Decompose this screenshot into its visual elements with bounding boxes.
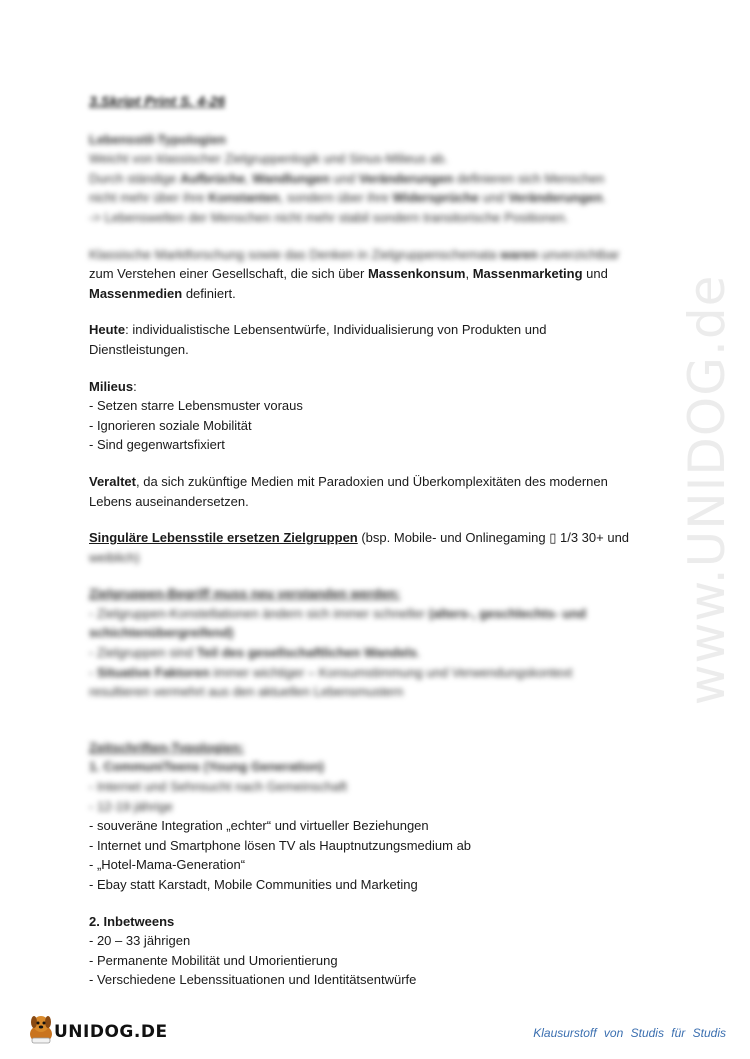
list-item: resultieren vermehrt aus den aktuellen Lebensmustern — [89, 684, 404, 700]
list-item: - Zielgruppen-Konstellationen ändern sich immer schneller (alters-, geschlechts- und — [89, 605, 587, 621]
text-line: Dienstleistungen. — [89, 341, 189, 357]
footer-tagline: Klausurstoff von Studis für Studis — [533, 1026, 726, 1040]
list-item: - Permanente Mobilität und Umorientierung — [89, 952, 338, 968]
list-item: - 12-19 jährige — [89, 798, 173, 814]
list-item: - Situative Faktoren immer wichtiger – Konsumstimmung und Verwendungskontext — [89, 664, 573, 680]
section-singulaer — [89, 528, 657, 567]
subheading: 1. CommuniTeens (Young Generation) — [89, 759, 324, 775]
label-milieus: Milieus — [89, 378, 134, 394]
text-line: Klassische Marktforschung sowie das Denken in Zielgruppenschemata waren unverzichtbar — [89, 246, 620, 262]
list-item: - 20 – 33 jährigen — [89, 933, 191, 949]
list-item: - souveräne Integration „echter“ und virtueller Beziehungen — [89, 818, 429, 834]
list-item: - Zielgruppen sind Teil des gesellschaftlichen Wandels. — [89, 645, 421, 661]
text-line: zum Verstehen einer Gesellschaft, die sich über Massenkonsum, Massenmarketing und — [89, 266, 608, 282]
watermark — [672, 250, 742, 730]
section-heading: Zeitschriften-Typologien: — [89, 739, 245, 755]
subheading: 2. Inbetweens — [89, 913, 175, 929]
list-item: - Ebay statt Karstadt, Mobile Communities und Marketing — [89, 877, 418, 892]
section-heute — [89, 320, 657, 359]
text-line: Weicht von klassischer Zielgruppenlogik und Sinus-Milieus ab. — [89, 151, 448, 167]
text-line: Singuläre Lebensstile ersetzen Zielgruppen (bsp. Mobile- und Onlinegaming ▯ 1/3 30+ und — [89, 530, 630, 546]
section-zielgruppen — [89, 584, 657, 702]
text-line: Veraltet, da sich zukünftige Medien mit Paradoxien und Überkomplexitäten des modernen — [89, 473, 608, 489]
list-item: schichtenübergreifend) — [89, 625, 234, 641]
label-veraltet: Veraltet — [89, 473, 136, 489]
dog-mascot-icon — [24, 1012, 58, 1046]
list-item: - Internet und Sehnsucht nach Gemeinschaft — [89, 779, 347, 795]
label-heute: Heute — [89, 322, 126, 338]
section-lebensstil — [89, 130, 657, 228]
logo-text: UNIDOG.DE — [54, 1022, 168, 1042]
list-item: - Setzen starre Lebensmuster voraus — [89, 398, 303, 414]
unidog-logo — [24, 1012, 168, 1048]
text-line: Milieus: — [89, 378, 137, 394]
text-line: Durch ständige Aufbrüche, Wandlungen und Veränderungen definieren sich Menschen — [89, 170, 605, 186]
text-line: -> Lebenswelten der Menschen nicht mehr stabil sondern transitorische Positionen. — [89, 209, 569, 225]
text-line: Lebens auseinandersetzen. — [89, 493, 249, 509]
text-line: weiblich) — [89, 549, 140, 565]
section-veraltet — [89, 472, 657, 511]
list-item: - „Hotel-Mama-Generation“ — [89, 857, 246, 873]
section-heading: Lebensstil-Typologien — [89, 131, 226, 147]
section-zeitschriften — [89, 738, 657, 990]
document-content — [89, 92, 657, 990]
text-line: nicht mehr über ihre Konstanten, sondern über ihre Widersprüche und Veränderungen. — [89, 190, 607, 206]
list-item: - Sind gegenwartsfixiert — [89, 437, 225, 453]
label-singulaer: Singuläre Lebensstile ersetzen Zielgruppen — [89, 530, 358, 546]
section-heading: Zielgruppen-Begriff muss neu verstanden werden: — [89, 586, 401, 602]
list-item: - Ignorieren soziale Mobilität — [89, 417, 252, 433]
document-title: 3.Skript Print S. 4-26 — [89, 93, 226, 109]
list-item: - Verschiedene Lebenssituationen und Identitätsentwürfe — [89, 972, 417, 988]
section-milieus — [89, 377, 657, 455]
text-line: Heute: individualistische Lebensentwürfe, Individualisierung von Produkten und — [89, 322, 547, 338]
list-item: - Internet und Smartphone lösen TV als Hauptnutzungsmedium ab — [89, 837, 472, 853]
section-marktforschung — [89, 245, 657, 304]
watermark-text: www.UNIDOG.de — [678, 274, 736, 706]
text-line: Massenmedien definiert. — [89, 285, 236, 301]
